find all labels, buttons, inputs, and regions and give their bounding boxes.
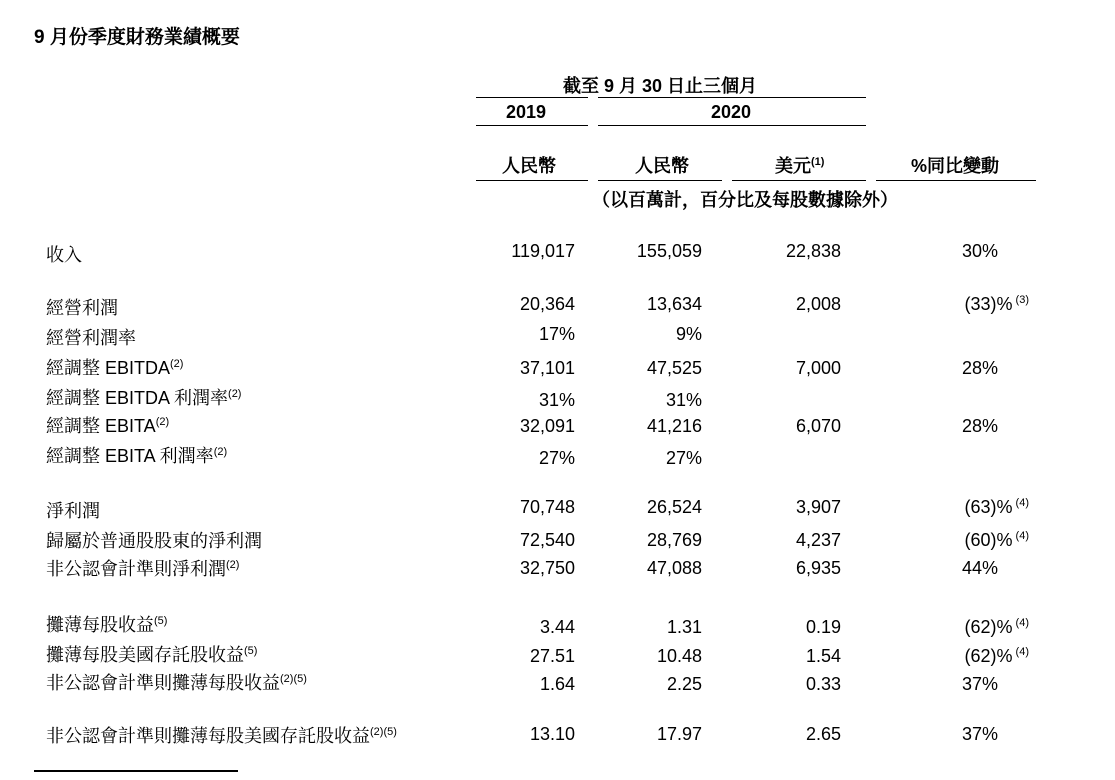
row-value-2: 9% bbox=[675, 324, 702, 344]
row-value-4: (62)% $^{(4)}$ bbox=[964, 617, 1029, 637]
row-value-2: 27% bbox=[665, 448, 702, 468]
units-note: （以百萬計，百分比及每股數據除外） bbox=[592, 190, 898, 210]
header-rule-3 bbox=[732, 180, 866, 181]
row-value-1: 27.51 bbox=[529, 646, 575, 666]
row-value-1: 20,364 bbox=[519, 294, 575, 314]
row-label: 淨利潤 bbox=[46, 501, 100, 521]
row-value-4: (62)% $^{(4)}$ bbox=[964, 646, 1029, 666]
row-label: 經調整 EBITDA 利潤率$^{(2)}$ bbox=[46, 388, 242, 408]
year-2019-topline bbox=[476, 97, 588, 98]
period-header: 截至 9 月 30 日止三個月 bbox=[563, 76, 758, 96]
row-value-1: 17% bbox=[538, 324, 575, 344]
year-2020: 2020 bbox=[711, 102, 752, 122]
row-label: 攤薄每股收益$^{(5)}$ bbox=[46, 615, 168, 635]
row-value-4: (33)% $^{(3)}$ bbox=[964, 294, 1029, 314]
column-header-rmb-2020: 人民幣 bbox=[635, 156, 689, 176]
row-value-2: 47,525 bbox=[646, 358, 702, 378]
column-header-usd: 美元$^{(1)}$ bbox=[775, 156, 825, 176]
row-value-3: 3,907 bbox=[795, 497, 841, 517]
row-value-4: 28% bbox=[961, 358, 998, 378]
row-value-4 bbox=[998, 324, 1001, 345]
header-rule-4 bbox=[876, 180, 1036, 181]
row-label: 經調整 EBITDA$^{(2)}$ bbox=[46, 358, 184, 378]
year-2019-underline bbox=[476, 125, 588, 126]
header-rule-1 bbox=[476, 180, 588, 181]
column-header-rmb-2019: 人民幣 bbox=[502, 156, 556, 176]
row-value-2: 17.97 bbox=[656, 724, 702, 744]
row-value-2: 10.48 bbox=[656, 646, 702, 666]
year-2019: 2019 bbox=[506, 102, 547, 122]
row-label: 非公認會計準則淨利潤$^{(2)}$ bbox=[46, 559, 240, 579]
row-value-2: 41,216 bbox=[646, 416, 702, 436]
footnote-separator bbox=[34, 770, 238, 772]
row-value-3: 1.54 bbox=[805, 646, 841, 666]
row-value-3: 6,935 bbox=[795, 558, 841, 578]
row-label: 經營利潤率 bbox=[46, 328, 136, 348]
page-title: 9 月份季度財務業績概要 bbox=[34, 27, 240, 48]
row-label: 收入 bbox=[46, 245, 82, 265]
row-value-1: 37,101 bbox=[519, 358, 575, 378]
row-label: 經營利潤 bbox=[46, 298, 118, 318]
row-value-4: 37% bbox=[961, 724, 998, 744]
row-value-1: 13.10 bbox=[529, 724, 575, 744]
row-value-1: 72,540 bbox=[519, 530, 575, 550]
row-value-1: 27% bbox=[538, 448, 575, 468]
year-2020-underline bbox=[598, 125, 866, 126]
row-value-3: 6,070 bbox=[795, 416, 841, 436]
row-value-3: 0.19 bbox=[805, 617, 841, 637]
row-value-1: 31% bbox=[538, 390, 575, 410]
column-header-yoy: %同比變動 bbox=[911, 156, 1000, 176]
row-value-1: 70,748 bbox=[519, 497, 575, 517]
row-label: 歸屬於普通股股東的淨利潤 bbox=[46, 531, 262, 551]
row-label: 經調整 EBITA 利潤率$^{(2)}$ bbox=[46, 446, 228, 466]
row-value-3: 22,838 bbox=[785, 241, 841, 261]
row-value-4: 44% bbox=[961, 558, 998, 578]
header-rule-2 bbox=[598, 180, 722, 181]
row-label: 非公認會計準則攤薄每股美國存託股收益$^{(2)(5)}$ bbox=[46, 726, 397, 746]
row-value-4: 28% bbox=[961, 416, 998, 436]
period-underline bbox=[598, 97, 866, 98]
row-value-2: 13,634 bbox=[646, 294, 702, 314]
row-value-3: 4,237 bbox=[795, 530, 841, 550]
row-label: 經調整 EBITA$^{(2)}$ bbox=[46, 416, 170, 436]
row-value-3: 0.33 bbox=[805, 674, 841, 694]
row-value-1: 32,750 bbox=[519, 558, 575, 578]
row-value-2: 28,769 bbox=[646, 530, 702, 550]
row-value-2: 31% bbox=[665, 390, 702, 410]
row-label: 非公認會計準則攤薄每股收益$^{(2)(5)}$ bbox=[46, 673, 307, 693]
row-value-4 bbox=[998, 390, 1001, 411]
row-value-3: 2.65 bbox=[805, 724, 841, 744]
row-value-2: 2.25 bbox=[666, 674, 702, 694]
row-value-4: (60)% $^{(4)}$ bbox=[964, 530, 1029, 550]
row-value-2: 1.31 bbox=[666, 617, 702, 637]
row-value-1: 119,017 bbox=[511, 241, 575, 261]
row-value-2: 155,059 bbox=[636, 241, 702, 261]
row-value-3: 2,008 bbox=[795, 294, 841, 314]
row-value-2: 26,524 bbox=[646, 497, 702, 517]
row-value-3: 7,000 bbox=[795, 358, 841, 378]
row-value-4: 30% bbox=[961, 241, 998, 261]
row-label: 攤薄每股美國存託股收益$^{(5)}$ bbox=[46, 645, 258, 665]
row-value-1: 1.64 bbox=[539, 674, 575, 694]
row-value-1: 32,091 bbox=[519, 416, 575, 436]
row-value-4: 37% bbox=[961, 674, 998, 694]
row-value-2: 47,088 bbox=[646, 558, 702, 578]
row-value-4 bbox=[998, 448, 1001, 469]
row-value-4: (63)% $^{(4)}$ bbox=[964, 497, 1029, 517]
row-value-1: 3.44 bbox=[539, 617, 575, 637]
